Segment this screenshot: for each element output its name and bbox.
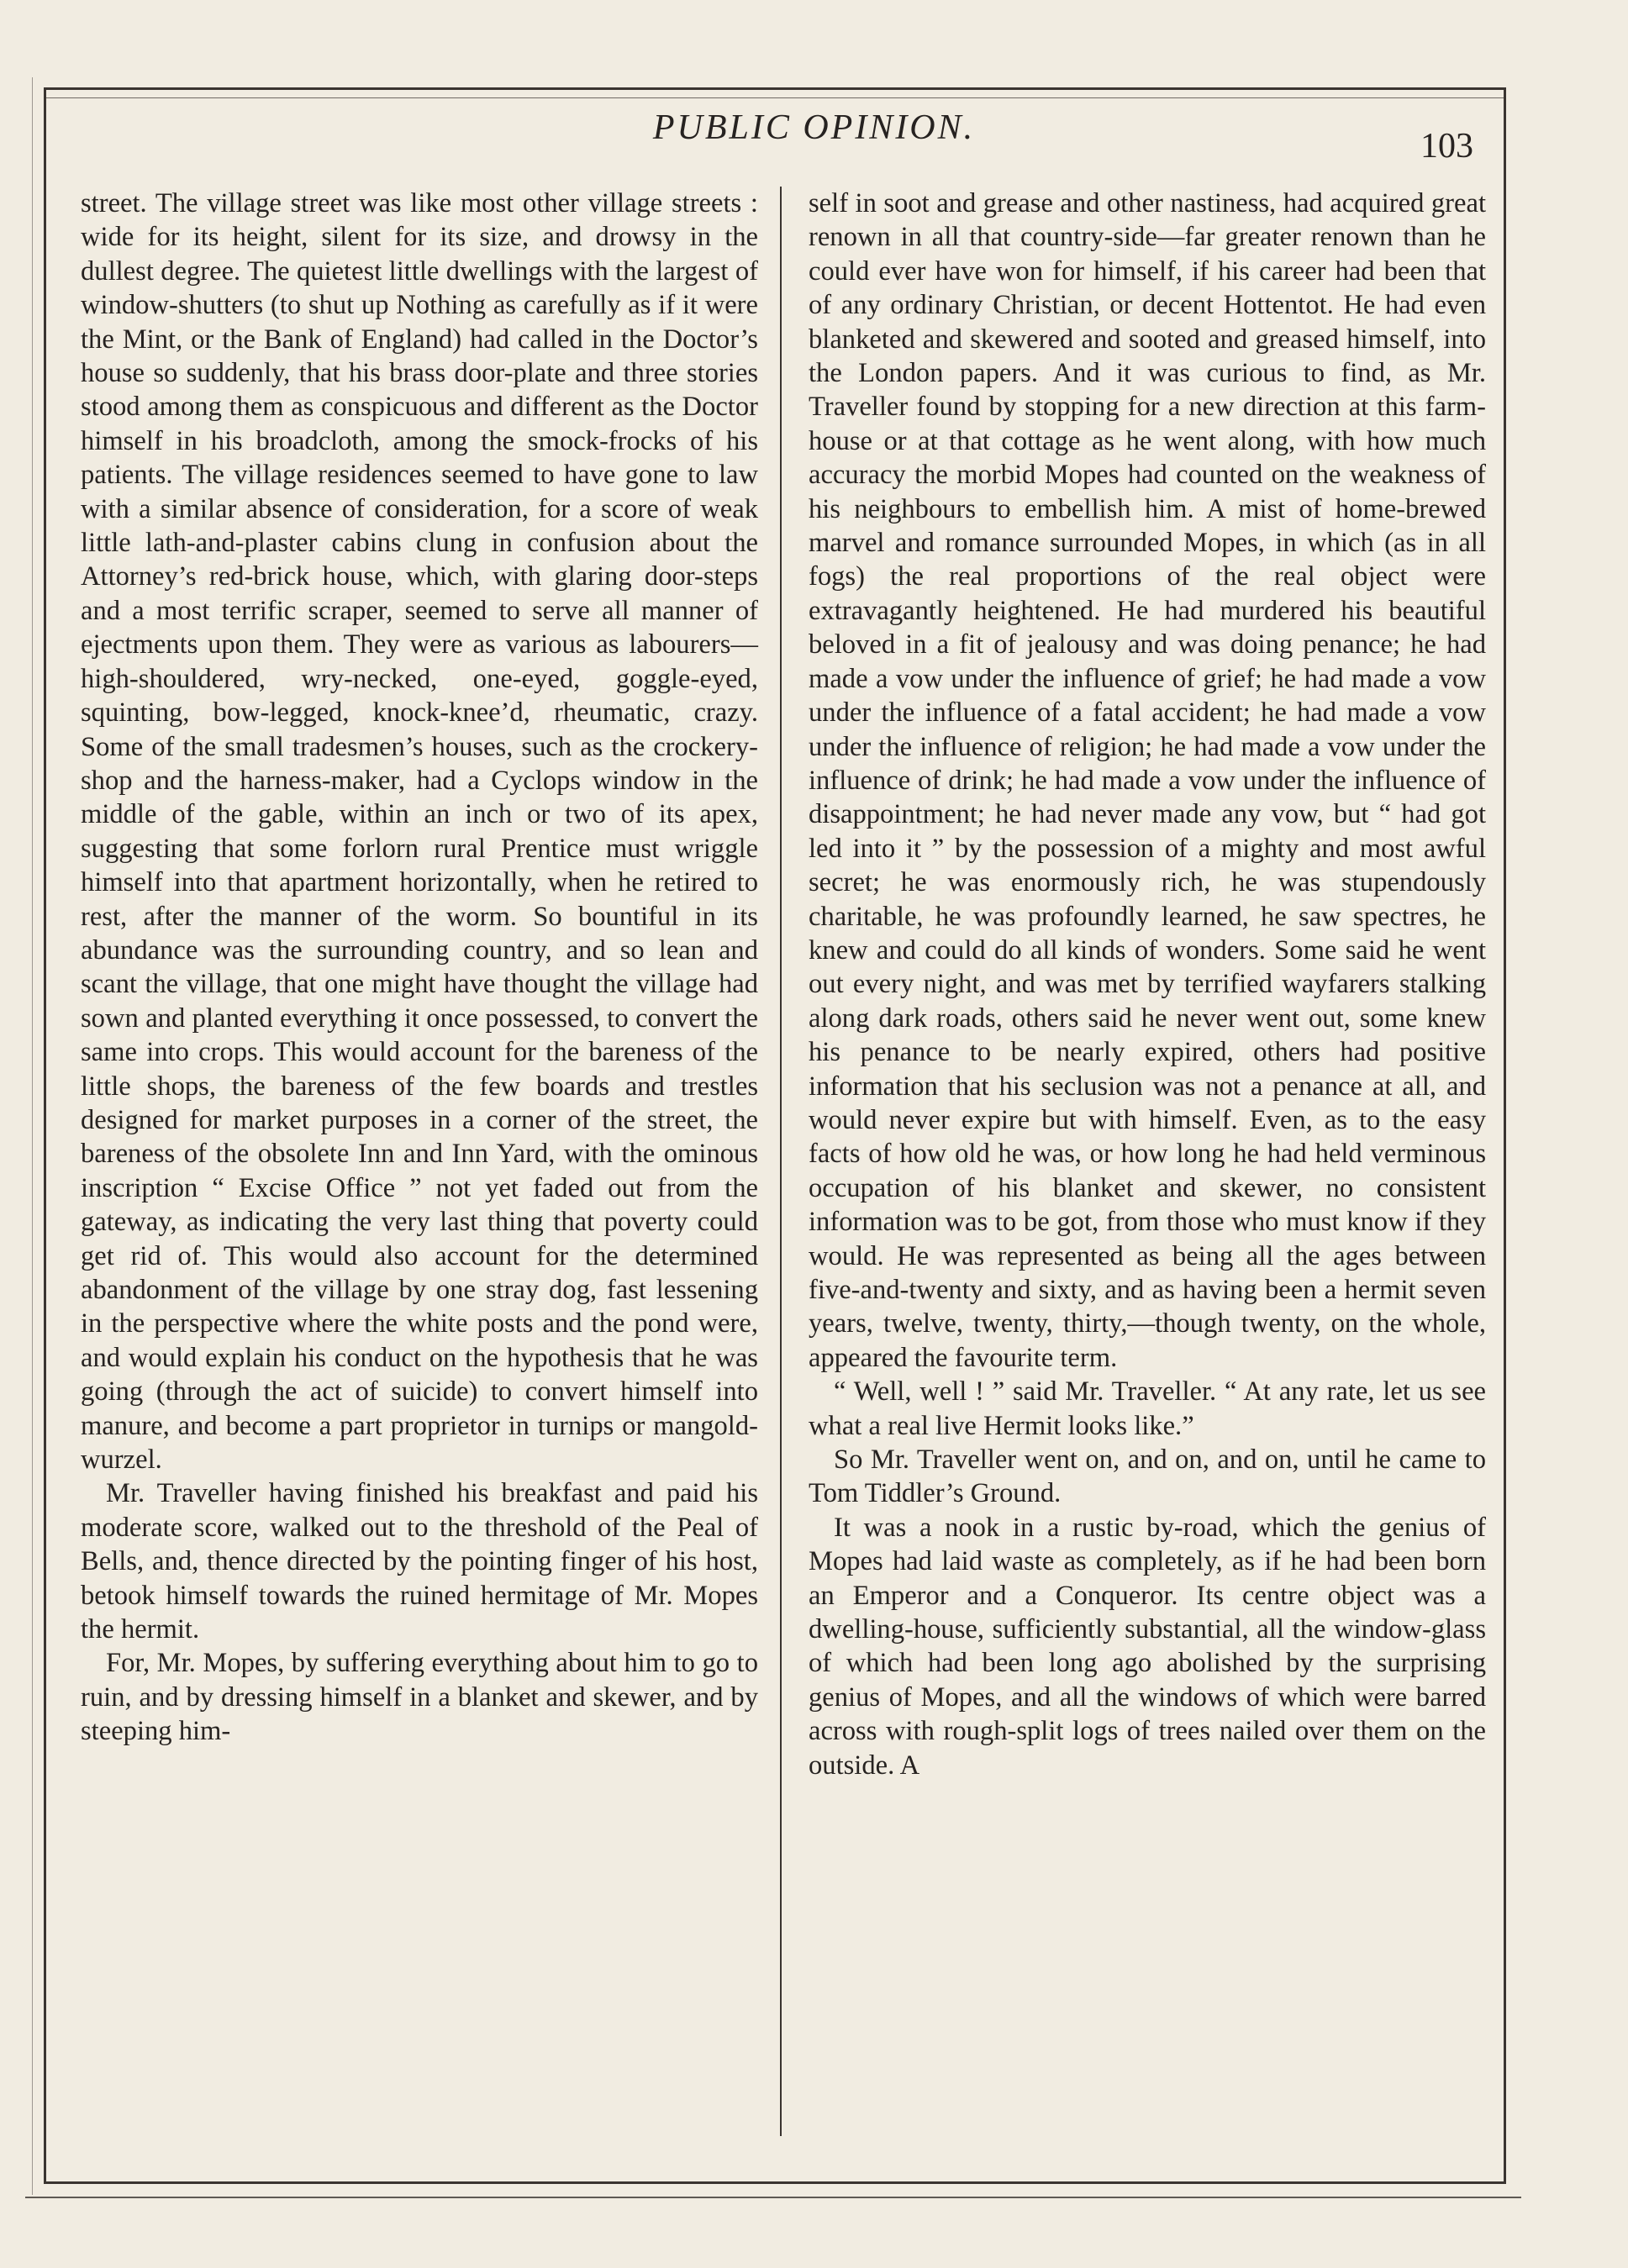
paragraph: Mr. Traveller having finished his breakfast and paid his moderate score, walked out to the threshold of the Peal of Bells, and, thence directed by the pointing finger of his host, betook himself towards the ruined hermitage of Mr. Mopes the hermit. <box>81 1478 758 1645</box>
frame-top-inner-rule <box>44 97 1506 98</box>
paragraph: self in soot and grease and other nastiness, had acquired great renown in all that country-side—far greater renown than he could ever have won for himself, if his career had been that of any ordinary Christian, or decent Hottentot. He had even blanketed and skewered and sooted and greased himself, into the London papers. And it was curious to find, as Mr. Traveller found by stopping for a new direction at this farm-house or at that cottage as he went along, with how much accuracy the morbid Mopes had counted on the weakness of his neighbours to embellish him. A mist of home-brewed marvel and romance surrounded Mopes, in which (as in all fogs) the real proportions of the real object were extravagantly heightened. He had murdered his beautiful beloved in a fit of jealousy and was doing penance; he had made a vow under the influence of grief; he had made a vow under the influence of a fatal accident; he had made a vow under the influence of religion; he had made a vow under the influence of drink; he had made a vow under the influence of disappointment; he had never made any vow, but “ had got led into it ” by the possession of a mighty and most awful secret; he was enormously rich, he was stupendously charitable, he was profoundly learned, he saw spectres, he knew and could do all kinds of wonders. Some said he went out every night, and was met by terrified wayfarers stalking along dark roads, others said he never went out, some knew his penance to be nearly expired, others had positive information that his seclusion was not a penance at all, and would never expire but with himself. Even, as to the easy facts of how old he was, or how long he had held verminous occupation of his blanket and skewer, no consistent information was to be got, from those who must know if they would. He was represented as being all the ages between five-and-twenty and sixty, and as having been a hermit seven years, twelve, twenty, thirty,—though twenty, on the whole, appeared the favourite term. <box>809 188 1486 1373</box>
frame-left-rule <box>44 87 46 2183</box>
paragraph: It was a nook in a rustic by-road, which the genius of Mopes had laid waste as completely, as if he had been born an Emperor and a Conqueror. Its centre object was a dwelling-house, sufficiently substantial, all the window-glass of which had been long ago abolished by the surprising genius of Mopes, and all the windows of which were barred across with rough-split logs of trees nailed over them on the outside. A <box>809 1512 1486 1781</box>
column-divider <box>780 187 782 2136</box>
frame-right-rule <box>1504 87 1506 2183</box>
page-number: 103 <box>1420 127 1473 166</box>
frame-bottom-outer-rule <box>25 2197 1521 2198</box>
paragraph: So Mr. Traveller went on, and on, and on, until he came to Tom Tiddler’s Ground. <box>809 1444 1486 1509</box>
frame-top-rule <box>44 87 1506 90</box>
paragraph: For, Mr. Mopes, by suffering everything about him to go to ruin, and by dressing himself in a blanket and skewer, and by steeping him- <box>81 1648 758 1747</box>
paragraph: “ Well, well ! ” said Mr. Traveller. “ At any rate, let us see what a real live Hermit looks like.” <box>809 1376 1486 1441</box>
text-column-left <box>81 187 758 1749</box>
running-title: PUBLIC OPINION. <box>652 108 976 147</box>
outer-margin-rule <box>32 77 33 2195</box>
text-column-right <box>809 187 1486 1782</box>
frame-bottom-rule <box>44 2181 1506 2184</box>
paragraph: street. The village street was like most other village streets : wide for its height, silent for its size, and drowsy in the dullest degree. The quietest little dwellings with the largest of window-shutters (to shut up Nothing as carefully as if it were the Mint, or the Bank of England) had called in the Doctor’s house so suddenly, that his brass door-plate and three stories stood among them as conspicuous and different as the Doctor himself in his broadcloth, among the smock-frocks of his patients. The village residences seemed to have gone to law with a similar absence of consideration, for a score of weak little lath-and-plaster cabins clung in confusion about the Attorney’s red-brick house, which, with glaring door-steps and a most terrific scraper, seemed to serve all manner of ejectments upon them. They were as various as labourers—high-shouldered, wry-necked, one-eyed, goggle-eyed, squinting, bow-legged, knock-knee’d, rheumatic, crazy. Some of the small tradesmen’s houses, such as the crockery-shop and the harness-maker, had a Cyclops window in the middle of the gable, within an inch or two of its apex, suggesting that some forlorn rural Prentice must wriggle himself into that apartment horizontally, when he retired to rest, after the manner of the worm. So bountiful in its abundance was the surrounding country, and so lean and scant the village, that one might have thought the village had sown and planted everything it once possessed, to convert the same into crops. This would account for the bareness of the little shops, the bareness of the few boards and trestles designed for market purposes in a corner of the street, the bareness of the obsolete Inn and Inn Yard, with the ominous inscription “ Excise Office ” not yet faded out from the gateway, as indicating the very last thing that poverty could get rid of. This would also account for the determined abandonment of the village by one stray dog, fast lessening in the perspective where the white posts and the pond were, and would explain his conduct on the hypothesis that he was going (through the act of suicide) to convert himself into manure, and become a part proprietor in turnips or mangold-wurzel. <box>81 188 758 1476</box>
